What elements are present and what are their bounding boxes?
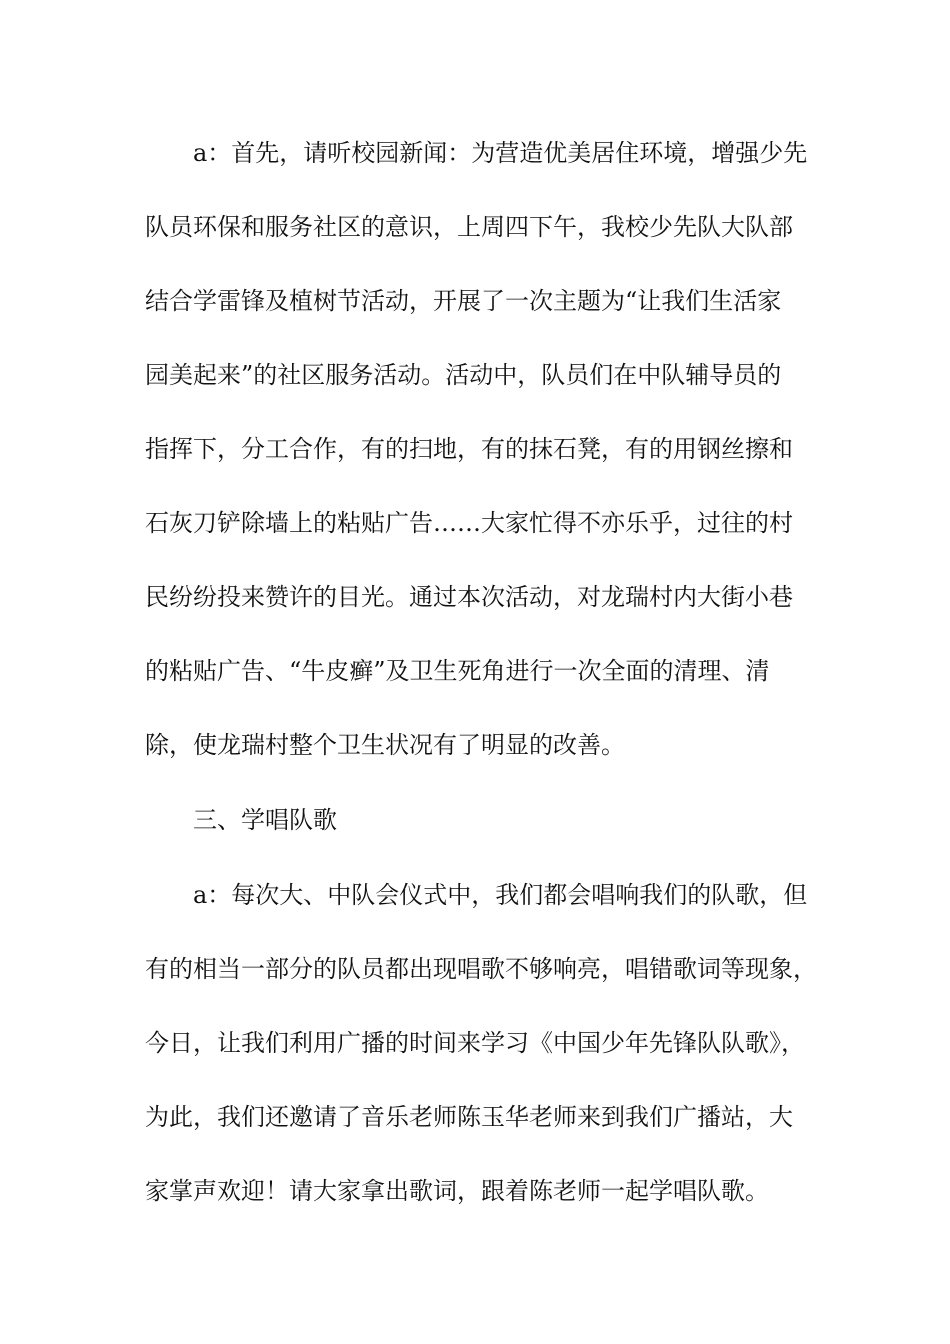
paragraph-line: 结合学雷锋及植树节活动，开展了一次主题为“让我们生活家 (145, 287, 782, 315)
paragraph-line: 今日，让我们利用广播的时间来学习《中国少年先锋队队歌》， (145, 1029, 805, 1057)
paragraph-line: 民纷纷投来赞许的目光。通过本次活动，对龙瑞村内大街小巷 (145, 583, 793, 611)
paragraph-line: 指挥下，分工合作，有的扫地，有的抹石凳，有的用钢丝擦和 (145, 435, 793, 463)
paragraph-line: 的粘贴广告、“牛皮癣”及卫生死角进行一次全面的清理、清 (145, 657, 770, 685)
paragraph-line: a：首先，请听校园新闻：为营造优美居住环境，增强少先 (193, 139, 808, 167)
paragraph-line: 为此，我们还邀请了音乐老师陈玉华老师来到我们广播站，大 (145, 1103, 793, 1131)
section-heading: 三、学唱队歌 (193, 806, 337, 834)
paragraph-line: 队员环保和服务社区的意识，上周四下午，我校少先队大队部 (145, 213, 793, 241)
paragraph-line: 除，使龙瑞村整个卫生状况有了明显的改善。 (145, 731, 625, 759)
paragraph-line: 园美起来”的社区服务活动。活动中，队员们在中队辅导员的 (145, 361, 782, 389)
paragraph-line: 石灰刀铲除墙上的粘贴广告……大家忙得不亦乐乎，过往的村 (145, 509, 793, 537)
paragraph-line: 家掌声欢迎！请大家拿出歌词，跟着陈老师一起学唱队歌。 (145, 1177, 769, 1205)
paragraph-line: 有的相当一部分的队员都出现唱歌不够响亮，唱错歌词等现象， (145, 955, 817, 983)
paragraph-line: a：每次大、中队会仪式中，我们都会唱响我们的队歌，但 (193, 881, 808, 909)
